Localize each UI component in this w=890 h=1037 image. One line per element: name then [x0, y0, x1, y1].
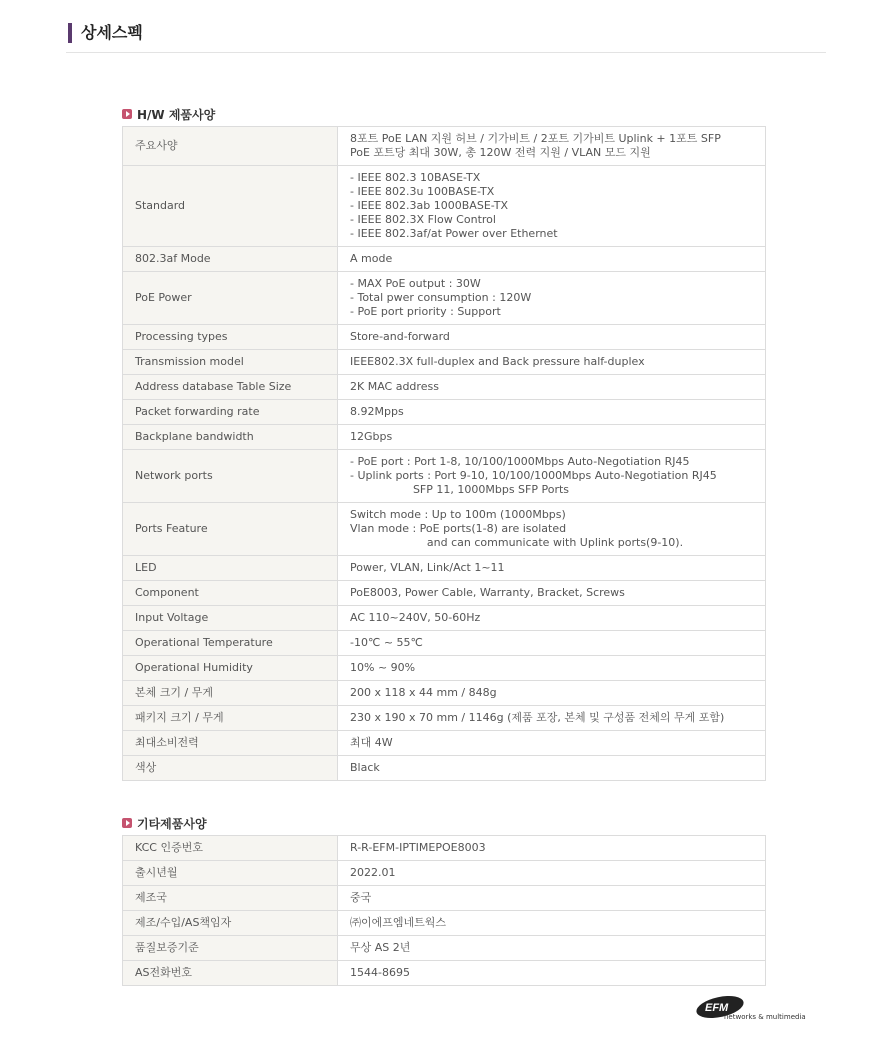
table-row	[123, 127, 766, 166]
spec-key: Ports Feature	[123, 503, 338, 556]
spec-value-line: 2022.01	[350, 866, 396, 879]
spec-value	[338, 681, 766, 706]
spec-value	[338, 581, 766, 606]
spec-value	[338, 166, 766, 247]
spec-value-line: Store-and-forward	[350, 330, 450, 343]
spec-value	[338, 247, 766, 272]
spec-value	[338, 961, 766, 986]
spec-value-line: IEEE802.3X full-duplex and Back pressure half-duplex	[350, 355, 645, 368]
hw-spec-table	[122, 126, 766, 781]
arrow-bullet-icon	[122, 818, 132, 828]
spec-key: Operational Humidity	[123, 656, 338, 681]
spec-value	[338, 706, 766, 731]
table-row	[123, 706, 766, 731]
spec-value	[338, 936, 766, 961]
spec-key: 최대소비전력	[123, 731, 338, 756]
spec-value-line: A mode	[350, 252, 393, 265]
spec-value-line: -10℃ ~ 55℃	[350, 636, 423, 649]
spec-value	[338, 631, 766, 656]
spec-key: Network ports	[123, 450, 338, 503]
spec-key: 제조국	[123, 886, 338, 911]
spec-key: 802.3af Mode	[123, 247, 338, 272]
spec-value-line: 230 x 190 x 70 mm / 1146g (제품 포장, 본체 및 구성품 전체의 무게 포함)	[350, 711, 725, 724]
spec-value-line: Power, VLAN, Link/Act 1~11	[350, 561, 505, 574]
table-row	[123, 886, 766, 911]
spec-value-line: 2K MAC address	[350, 380, 439, 393]
spec-value-line: 최대 4W	[350, 736, 393, 749]
spec-key: LED	[123, 556, 338, 581]
spec-key: 품질보증기준	[123, 936, 338, 961]
spec-value-line: Black	[350, 761, 380, 774]
spec-key: 출시년월	[123, 861, 338, 886]
table-row	[123, 400, 766, 425]
spec-value-line: PoE8003, Power Cable, Warranty, Bracket, Screws	[350, 586, 625, 599]
spec-value-line: PoE 포트당 최대 30W, 총 120W 전력 지원 / VLAN 모드 지원	[350, 146, 651, 159]
spec-key: KCC 인증번호	[123, 836, 338, 861]
spec-key: 패키지 크기 / 무게	[123, 706, 338, 731]
spec-value	[338, 400, 766, 425]
spec-key: Standard	[123, 166, 338, 247]
spec-value-line: - IEEE 802.3af/at Power over Ethernet	[350, 227, 558, 240]
table-row	[123, 756, 766, 781]
table-row	[123, 350, 766, 375]
logo-tagline: networks & multimedia	[724, 1013, 806, 1021]
spec-value	[338, 450, 766, 503]
spec-value-line: - PoE port priority : Support	[350, 305, 501, 318]
spec-value	[338, 556, 766, 581]
spec-value-line: - IEEE 802.3ab 1000BASE-TX	[350, 199, 508, 212]
spec-value	[338, 836, 766, 861]
table-row	[123, 836, 766, 861]
spec-value-line: SFP 11, 1000Mbps SFP Ports	[350, 483, 570, 496]
spec-value-line: 8.92Mpps	[350, 405, 404, 418]
etc-spec-table	[122, 835, 766, 986]
spec-value-line: - Uplink ports : Port 9-10, 10/100/1000Mbps Auto-Negotiation RJ45	[350, 469, 717, 482]
spec-value	[338, 861, 766, 886]
spec-key: Component	[123, 581, 338, 606]
table-row	[123, 681, 766, 706]
spec-key: 제조/수입/AS책임자	[123, 911, 338, 936]
table-row	[123, 656, 766, 681]
table-row	[123, 503, 766, 556]
spec-value-line: 1544-8695	[350, 966, 410, 979]
title-accent-bar	[68, 23, 72, 43]
table-row	[123, 325, 766, 350]
spec-value	[338, 606, 766, 631]
spec-value	[338, 503, 766, 556]
spec-value-line: - IEEE 802.3X Flow Control	[350, 213, 496, 226]
efm-logo	[696, 996, 806, 1024]
spec-value-line: 10% ~ 90%	[350, 661, 416, 674]
spec-value-line: - MAX PoE output : 30W	[350, 277, 481, 290]
table-row	[123, 166, 766, 247]
spec-value-line: 200 x 118 x 44 mm / 848g	[350, 686, 497, 699]
etc-section-title: 기타제품사양	[137, 816, 207, 831]
spec-key: 본체 크기 / 무게	[123, 681, 338, 706]
spec-key: Input Voltage	[123, 606, 338, 631]
etc-section-heading	[122, 814, 207, 832]
table-row	[123, 911, 766, 936]
logo-mark-text: EFM	[705, 1002, 729, 1014]
spec-key: 주요사양	[123, 127, 338, 166]
arrow-bullet-icon	[122, 109, 132, 119]
table-row	[123, 247, 766, 272]
spec-value	[338, 911, 766, 936]
table-row	[123, 450, 766, 503]
spec-value	[338, 350, 766, 375]
spec-value	[338, 886, 766, 911]
spec-key: 색상	[123, 756, 338, 781]
page-header	[66, 22, 826, 53]
spec-value-line: 12Gbps	[350, 430, 393, 443]
spec-value-line: 8포트 PoE LAN 지원 허브 / 기가비트 / 2포트 기가비트 Uplink + 1포트 SFP	[350, 132, 721, 145]
spec-value	[338, 272, 766, 325]
spec-value	[338, 425, 766, 450]
spec-value-line: - IEEE 802.3u 100BASE-TX	[350, 185, 495, 198]
table-row	[123, 961, 766, 986]
table-row	[123, 272, 766, 325]
spec-value-line: Vlan mode : PoE ports(1-8) are isolated	[350, 522, 567, 535]
hw-section-heading	[122, 105, 215, 123]
spec-value	[338, 325, 766, 350]
spec-value	[338, 656, 766, 681]
spec-value	[338, 375, 766, 400]
table-row	[123, 631, 766, 656]
hw-section-title: H/W 제품사양	[137, 107, 216, 122]
spec-value-line: - PoE port : Port 1-8, 10/100/1000Mbps Auto-Negotiation RJ45	[350, 455, 690, 468]
table-row	[123, 556, 766, 581]
table-row	[123, 375, 766, 400]
table-row	[123, 861, 766, 886]
spec-value-line: ㈜이에프엠네트웍스	[350, 916, 447, 929]
spec-value	[338, 731, 766, 756]
spec-key: Packet forwarding rate	[123, 400, 338, 425]
spec-key: Address database Table Size	[123, 375, 338, 400]
spec-key: AS전화번호	[123, 961, 338, 986]
spec-value-line: AC 110~240V, 50-60Hz	[350, 611, 481, 624]
spec-value-line: R-R-EFM-IPTIMEPOE8003	[350, 841, 486, 854]
table-row	[123, 606, 766, 631]
spec-key: Processing types	[123, 325, 338, 350]
spec-key: Backplane bandwidth	[123, 425, 338, 450]
table-row	[123, 731, 766, 756]
table-row	[123, 936, 766, 961]
spec-key: Transmission model	[123, 350, 338, 375]
page-title: 상세스펙	[81, 23, 143, 42]
spec-key: Operational Temperature	[123, 631, 338, 656]
spec-value-line: Switch mode : Up to 100m (1000Mbps)	[350, 508, 566, 521]
spec-value	[338, 756, 766, 781]
spec-key: PoE Power	[123, 272, 338, 325]
table-row	[123, 425, 766, 450]
spec-value-line: 중국	[350, 891, 372, 904]
spec-value	[338, 127, 766, 166]
spec-value-line: - IEEE 802.3 10BASE-TX	[350, 171, 481, 184]
spec-value-line: and can communicate with Uplink ports(9-10).	[350, 536, 684, 549]
spec-value-line: 무상 AS 2년	[350, 941, 411, 954]
table-row	[123, 581, 766, 606]
spec-value-line: - Total pwer consumption : 120W	[350, 291, 532, 304]
